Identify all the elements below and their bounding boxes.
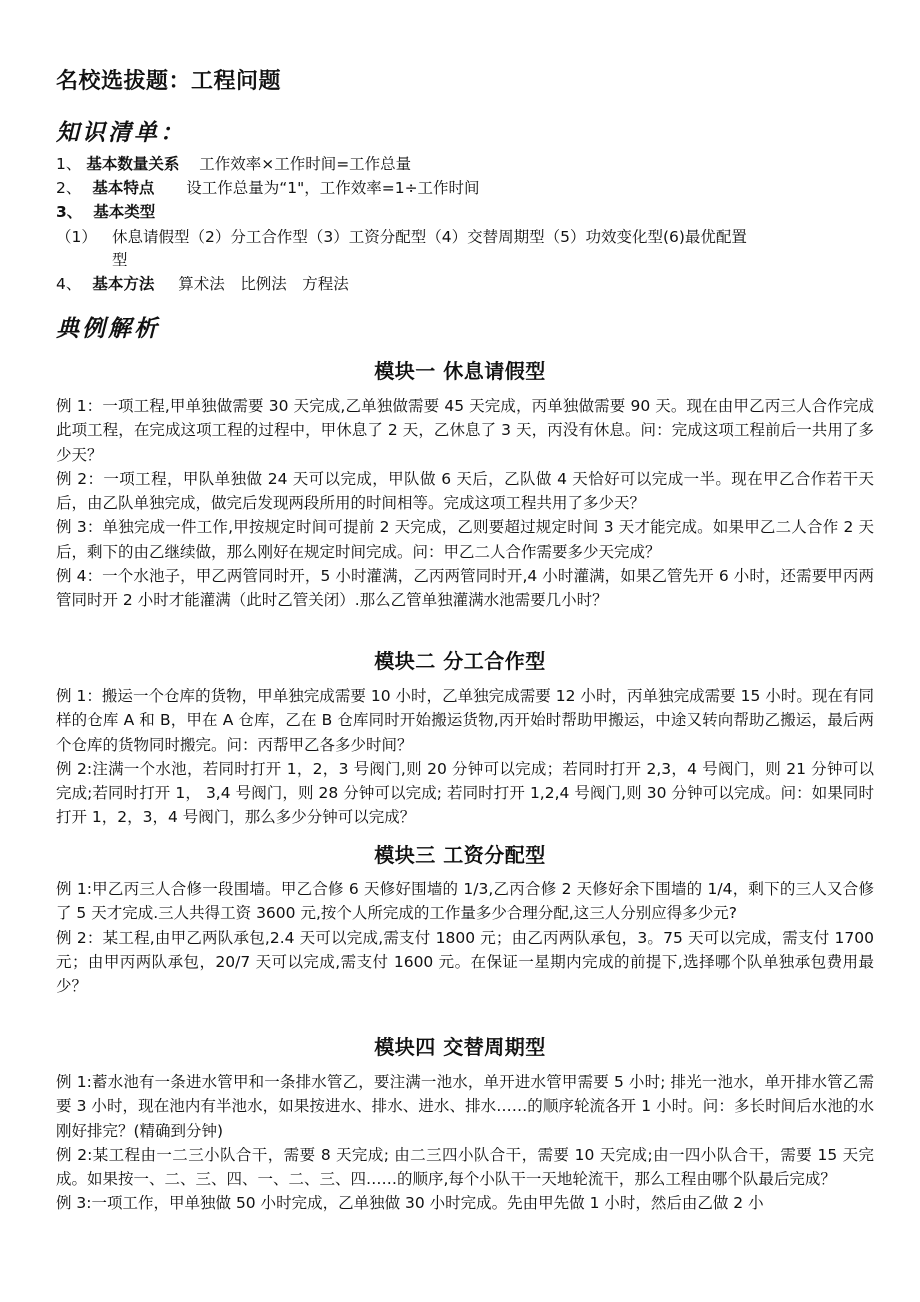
example-3: 例 3：单独完成一件工作,甲按规定时间可提前 2 天完成，乙则要超过规定时间 3 天才能完成。如果甲乙二人合作 2 天后，剩下的由乙继续做，那么刚好在规定时间完成。问：甲乙二人合作需要多少天完成？ bbox=[56, 518, 874, 561]
knowledge-label: 基本方法 bbox=[92, 275, 155, 293]
example-2: 例 2:某工程由一二三小队合干，需要 8 天完成; 由二三四小队合干，需要 10 天完成;由一四小队合干，需要 15 天完成。如果按一、二、三、四、一、二、三、四……的顺序,每个小队干一天地轮流干，那么工程由哪个队最后完成？ bbox=[56, 1145, 874, 1189]
page-title: 名校选拔题：工程问题 bbox=[56, 69, 282, 94]
module-4-title: 模块四 交替周期型 bbox=[374, 1035, 546, 1059]
example-2: 例 2:注满一个水池，若同时打开 1，2，3 号阀门,则 20 分钟可以完成；若同时打开 2,3，4 号阀门，则 21 分钟可以完成;若同时打开 1， 3,4 号阀门，则 28 分钟可以完成; 若同时打开 1,2,4 号阀门,则 30 分钟可以完成。问：如果同时打开 1，2，3，4 号阀门，那么多少分钟可以完成？ bbox=[56, 759, 874, 827]
section-heading-examples: 典例解析 bbox=[56, 315, 160, 342]
knowledge-num: 3、 bbox=[56, 203, 83, 221]
module-4-examples bbox=[56, 1070, 874, 1216]
knowledge-num: 2、 bbox=[56, 179, 82, 197]
knowledge-text: 工作效率×工作时间=工作总量 bbox=[199, 155, 412, 173]
section-heading-knowledge: 知识清单： bbox=[56, 119, 186, 146]
example-1: 例 1:蓄水池有一条进水管甲和一条排水管乙，要注满一池水，单开进水管甲需要 5 小时; 排光一池水，单开排水管乙需要 3 小时，现在池内有半池水，如果按进水、排水、进水、排水……的顺序轮流各开 1 小时。问：多长时间后水池的水刚好排完？(精确到分钟) bbox=[56, 1073, 874, 1140]
knowledge-item-4 bbox=[56, 273, 349, 296]
types-line-2: 型 bbox=[112, 251, 128, 269]
module-1-title: 模块一 休息请假型 bbox=[374, 359, 546, 383]
example-2: 例 2：某工程,由甲乙两队承包,2.4 天可以完成,需支付 1800 元；由乙丙两队承包，3。75 天可以完成，需支付 1700 元；由甲丙两队承包，20/7 天可以完成,需支付 1600 元。在保证一星期内完成的前提下,选择哪个队单独承包费用最少？ bbox=[56, 928, 874, 996]
example-1: 例 1：一项工程,甲单独做需要 30 天完成,乙单独做需要 45 天完成，丙单独做需要 90 天。现在由甲乙丙三人合作完成此项工程，在完成这项工程的过程中，甲休息了 2 天，乙休息了 3 天，丙没有休息。问：完成这项工程前后一共用了多少天？ bbox=[56, 397, 874, 464]
example-4: 例 4：一个水池子，甲乙两管同时开，5 小时灌满，乙丙两管同时开,4 小时灌满，如果乙管先开 6 小时，还需要甲丙两管同时开 2 小时才能灌满（此时乙管关闭）.那么乙管单独灌满水池需要几小时？ bbox=[56, 567, 874, 610]
example-1: 例 1:甲乙丙三人合修一段围墙。甲乙合修 6 天修好围墙的 1/3,乙丙合修 2 天修好余下围墙的 1/4，剩下的三人又合修了 5 天才完成.三人共得工资 3600 元,按个人所完成的工作量多少合理分配,这三人分别应得多少元? bbox=[56, 880, 874, 923]
knowledge-item-1 bbox=[56, 153, 411, 176]
types-list bbox=[56, 226, 876, 272]
types-num: （1） bbox=[56, 228, 97, 246]
module-3-title: 模块三 工资分配型 bbox=[374, 843, 546, 867]
module-2-title: 模块二 分工合作型 bbox=[374, 649, 546, 673]
knowledge-label: 基本类型 bbox=[93, 203, 156, 221]
module-3-examples bbox=[56, 877, 874, 998]
types-line-1: 休息请假型（2）分工合作型（3）工资分配型（4）交替周期型（5）功效变化型(6)最优配置 bbox=[112, 228, 747, 246]
knowledge-item-2 bbox=[56, 177, 480, 200]
example-2: 例 2：一项工程，甲队单独做 24 天可以完成，甲队做 6 天后，乙队做 4 天恰好可以完成一半。现在甲乙合作若干天后，由乙队单独完成，做完后发现两段所用的时间相等。完成这项工程共用了多少天？ bbox=[56, 469, 874, 513]
knowledge-item-3 bbox=[56, 201, 155, 224]
module-1-examples bbox=[56, 394, 874, 613]
knowledge-num: 4、 bbox=[56, 275, 82, 293]
module-2-examples bbox=[56, 684, 874, 830]
knowledge-text: 算术法 比例法 方程法 bbox=[178, 275, 349, 293]
example-3: 例 3:一项工作，甲单独做 50 小时完成，乙单独做 30 小时完成。先由甲先做 1 小时，然后由乙做 2 小 bbox=[56, 1194, 764, 1213]
knowledge-label: 基本数量关系 bbox=[86, 155, 180, 173]
knowledge-label: 基本特点 bbox=[92, 179, 155, 197]
example-1: 例 1：搬运一个仓库的货物，甲单独完成需要 10 小时，乙单独完成需要 12 小时，丙单独完成需要 15 小时。现在有同样的仓库 A 和 B，甲在 A 仓库，乙在 B 仓库同时开始搬运货物,丙开始时帮助甲搬运，中途又转向帮助乙搬运，最后两个仓库的货物同时搬完。问：丙帮甲乙各多少时间？ bbox=[56, 687, 874, 754]
knowledge-text: 设工作总量为“1"，工作效率=1÷工作时间 bbox=[186, 179, 480, 197]
knowledge-num: 1、 bbox=[56, 155, 82, 173]
